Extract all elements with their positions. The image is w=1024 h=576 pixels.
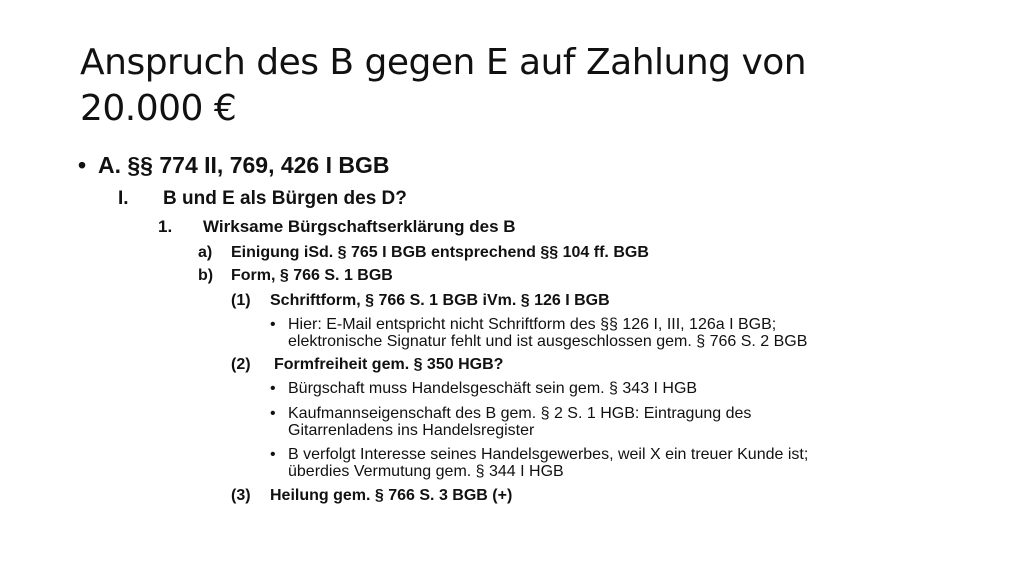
title-line-1: Anspruch des B gegen E auf Zahlung von — [80, 42, 807, 83]
outline-item-p3-text: Heilung gem. § 766 S. 3 BGB (+) — [270, 487, 513, 504]
outline-item-I-text: B und E als Bürgen des D? — [163, 188, 407, 209]
outline-label: (2) — [231, 356, 251, 373]
list-item-text: Hier: E-Mail entspricht nicht Schriftform des §§ 126 I, III, 126a I BGB; elektronische Signatur fehlt und ist ausgeschlossen gem. § 766 S. 2 BGB — [288, 316, 808, 350]
outline-label: b) — [198, 267, 214, 284]
list-item-text: Bürgschaft muss Handelsgeschäft sein gem. § 343 I HGB — [288, 380, 698, 397]
list-item-text: B verfolgt Interesse seines Handelsgewerbes, weil X ein treuer Kunde ist; überdies Vermutung gem. § 344 I HGB — [288, 446, 809, 480]
outline-label: 1. — [158, 217, 173, 236]
title-line-2: 20.000 € — [80, 88, 237, 129]
outline-item-p1-text: Schriftform, § 766 S. 1 BGB iVm. § 126 I BGB — [270, 292, 610, 309]
bullet-marker: • — [270, 380, 276, 397]
outline-item-a-text: A. §§ 774 II, 769, 426 I BGB — [98, 152, 390, 178]
bullet-marker: • — [78, 152, 87, 178]
list-item-text: Kaufmannseigenschaft des B gem. § 2 S. 1 HGB: Eintragung des Gitarrenladens ins Handelsregister — [288, 405, 752, 439]
outline-label: (3) — [231, 487, 251, 504]
slide-title — [80, 40, 960, 132]
outline-label: a) — [198, 244, 213, 261]
outline-label: I. — [118, 188, 129, 209]
outline-item-p2-text: Formfreiheit gem. § 350 HGB? — [274, 356, 504, 373]
outline-item-b-sub-text: Form, § 766 S. 1 BGB — [231, 267, 393, 284]
outline-item-1-text: Wirksame Bürgschaftserklärung des B — [203, 217, 516, 236]
outline-label: (1) — [231, 292, 251, 309]
bullet-marker: • — [270, 446, 276, 463]
bullet-marker: • — [270, 405, 276, 422]
bullet-marker: • — [270, 316, 276, 333]
outline-item-a-sub-text: Einigung iSd. § 765 I BGB entsprechend §§ 104 ff. BGB — [231, 244, 649, 261]
